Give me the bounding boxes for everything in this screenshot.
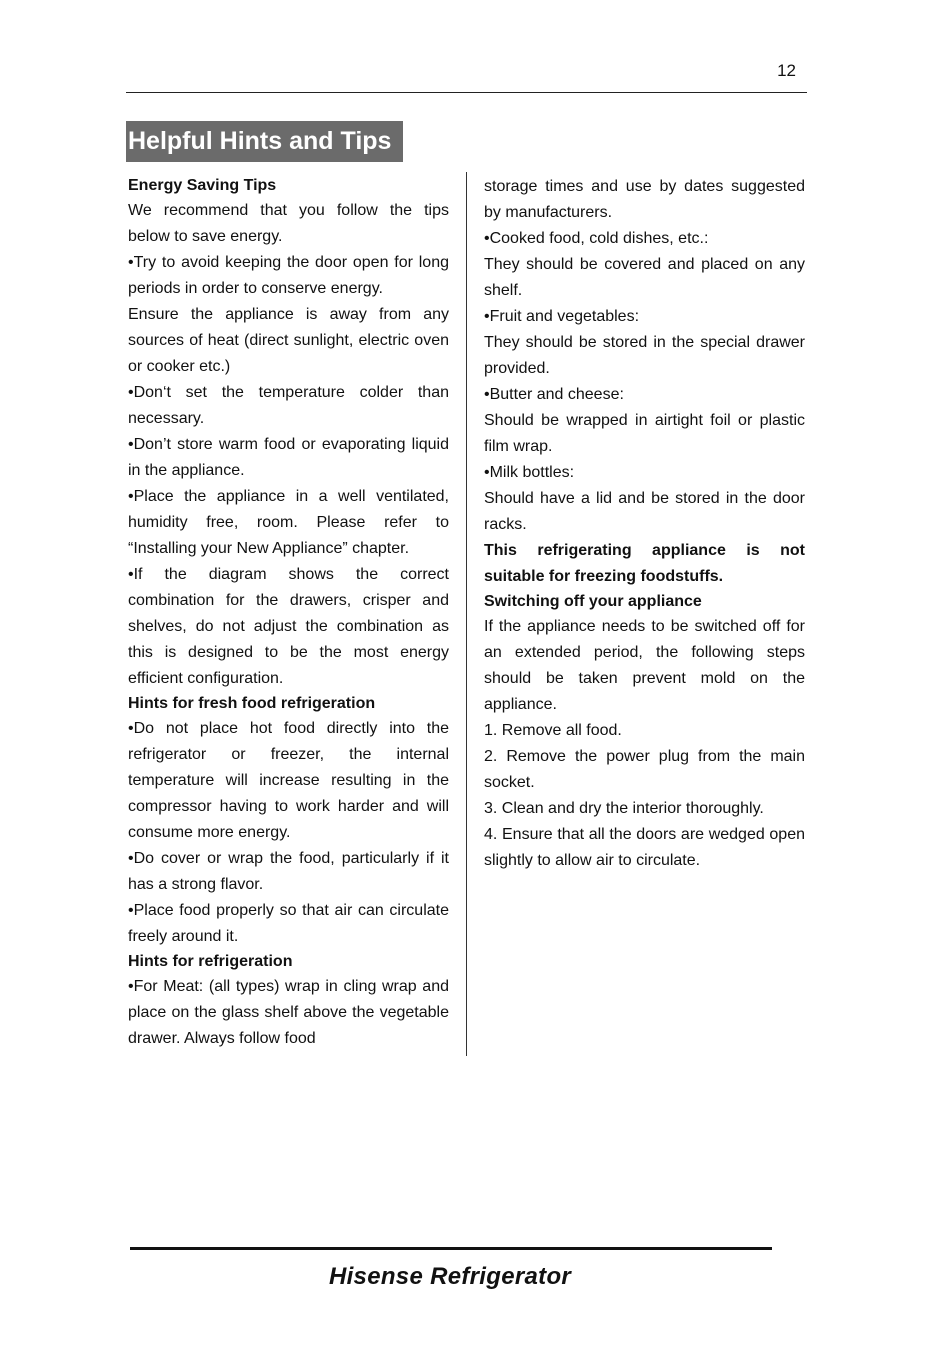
- brand-logo: Hisense Refrigerator: [328, 1263, 572, 1290]
- paragraph: storage times and use by dates suggested by manufacturers.: [484, 178, 805, 221]
- header-rule: [126, 92, 807, 93]
- paragraph: •Try to avoid keeping the door open for long periods in order to conserve energy.: [128, 254, 449, 297]
- paragraph: We recommend that you follow the tips below to save energy.: [128, 202, 449, 245]
- paragraph: •Fruit and vegetables:: [484, 308, 640, 325]
- paragraph: Should have a lid and be stored in the door racks.: [484, 490, 805, 533]
- section-title: Helpful Hints and Tips: [126, 121, 403, 162]
- paragraph: 4. Ensure that all the doors are wedged open slightly to allow air to circulate.: [484, 826, 805, 869]
- paragraph: •Place the appliance in a well ventilated, humidity free, room. Please refer to “Installing your New Appliance” chapter.: [128, 488, 449, 557]
- section-heading: Hints for fresh food refrigeration: [128, 695, 376, 712]
- right-column: [484, 174, 805, 874]
- paragraph: They should be covered and placed on any shelf.: [484, 256, 805, 299]
- paragraph: •Place food properly so that air can circulate freely around it.: [128, 902, 449, 945]
- paragraph: •Butter and cheese:: [484, 386, 624, 403]
- paragraph: •Don‘t set the temperature colder than necessary.: [128, 384, 449, 427]
- left-column: [128, 174, 449, 1052]
- page-number: 12: [777, 61, 796, 80]
- paragraph: •Milk bottles:: [484, 464, 575, 481]
- paragraph: Ensure the appliance is away from any sources of heat (direct sunlight, electric oven or cooker etc.): [128, 306, 449, 375]
- warning-paragraph: This refrigerating appliance is not suitable for freezing foodstuffs.: [484, 542, 805, 585]
- paragraph: Should be wrapped in airtight foil or plastic film wrap.: [484, 412, 805, 455]
- paragraph: •Do not place hot food directly into the refrigerator or freezer, the internal temperature will increase resulting in the compressor having to work harder and will consume more energy.: [128, 720, 449, 841]
- paragraph: 2. Remove the power plug from the main socket.: [484, 748, 805, 791]
- section-heading: Switching off your appliance: [484, 593, 702, 610]
- section-heading: Hints for refrigeration: [128, 953, 293, 970]
- paragraph: •Cooked food, cold dishes, etc.:: [484, 230, 709, 247]
- paragraph: 1. Remove all food.: [484, 722, 622, 739]
- paragraph: •If the diagram shows the correct combination for the drawers, crisper and shelves, do not adjust the combination as this is designed to be the most energy efficient configuration.: [128, 566, 449, 687]
- footer-rule: [130, 1247, 772, 1250]
- paragraph: They should be stored in the special drawer provided.: [484, 334, 805, 377]
- paragraph: •Do cover or wrap the food, particularly if it has a strong flavor.: [128, 850, 449, 893]
- paragraph: •For Meat: (all types) wrap in cling wrap and place on the glass shelf above the vegetable drawer. Always follow food: [128, 978, 449, 1047]
- section-heading: Energy Saving Tips: [128, 177, 277, 194]
- paragraph: •Don’t store warm food or evaporating liquid in the appliance.: [128, 436, 449, 479]
- column-divider: [466, 172, 467, 1056]
- paragraph: If the appliance needs to be switched off for an extended period, the following steps should be taken prevent mold on the appliance.: [484, 618, 805, 713]
- paragraph: 3. Clean and dry the interior thoroughly.: [484, 800, 764, 817]
